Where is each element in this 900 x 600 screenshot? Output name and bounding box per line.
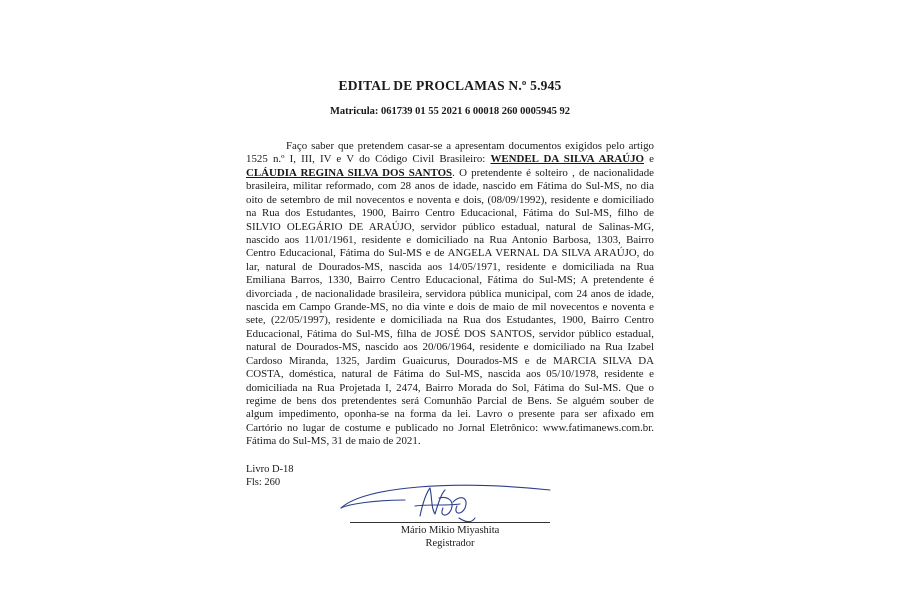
signer-role: Registrador: [425, 538, 475, 549]
livro-label: Livro D-18: [246, 464, 294, 475]
document-title: EDITAL DE PROCLAMAS N.º 5.945: [338, 78, 562, 93]
body-intro: Faço saber que pretendem casar-se a apresentam documentos exigidos pelo artigo 1525 n.º I, III, IV e V do Código Civil Brasileiro:: [246, 140, 654, 166]
bride-name: CLÁUDIA REGINA SILVA DOS SANTOS: [246, 166, 453, 179]
body-rest: . O pretendente é solteiro , de nacionalidade brasileira, militar reformado, com 28 anos de idade, nascido em Fátima do Sul-MS, no dia oito de setembro de mil novecentos e noventa e dois, (08/09/1992), residente e domiciliado na Rua dos Estudantes, 1900, Bairro Centro Educacional, Fátima do Sul-MS, filho de SILVIO OLEGÁRIO DE ARAÚJO, servidor público estadual, natural de Salinas-MG, nascido aos 11/01/1961, residente e domiciliado na Rua Antonio Barbosa, 1303, Bairro Centro Educacional, Fátima do Sul-MS e de ANGELA VERNAL DA SILVA ARAÚJO, do lar, natural de Dourados-MS, nascida aos 14/05/1971, residente e domiciliada na Rua Emiliana Barros, 1330, Bairro Centro Educacional, Fátima do Sul-MS; A pretendente é divorciada , de nacionalidade brasileira, servidora pública municipal, com 24 anos de idade, nascida em Campo Grande-MS, no dia vinte e dois de maio de mil novecentos e noventa e sete, (22/05/1997), residente e domiciliada na Rua dos Estudantes, 1900, Bairro Centro Educacional, Fátima do Sul-MS, filha de JOSÉ DOS SANTOS, servidor público estadual, natural de Dourados-MS, nascido aos 20/06/1964, residente e domiciliado na Rua Izabel Cardoso Miranda, 1325, Jardim Guaicurus, Dourados-MS e de MARCIA SILVA DA COSTA, doméstica, natural de Fátima do Sul-MS, nascida aos 05/10/1978, residente e domiciliada na Rua Projetada I, 2474, Bairro Morada do Sol, Fátima do Sul-MS. Que o regime de bens dos pretendentes será Comunhão Parcial de Bens. Se alguém souber de algum impedimento, oponha-se na forma da lei. Lavro o presente para ser afixado em Cartório no lugar de costume e publicado no Jornal Eletrônico: www.fatimanews.com.br. Fátima do Sul-MS, 31 de maio de 2021.: [246, 166, 655, 448]
registry-info: [246, 463, 294, 489]
folhas-label: Fls: 260: [246, 477, 281, 488]
matricula-line: Matricula: 061739 01 55 2021 6 00018 260 0005945 92: [329, 106, 571, 117]
signer-name: Mário Mikio Miyashita: [400, 525, 500, 536]
signature-line: [350, 522, 550, 523]
groom-name: WENDEL DA SILVA ARAÚJO: [490, 153, 644, 166]
proclamation-body: [246, 140, 654, 449]
connector-text: e: [644, 153, 655, 166]
